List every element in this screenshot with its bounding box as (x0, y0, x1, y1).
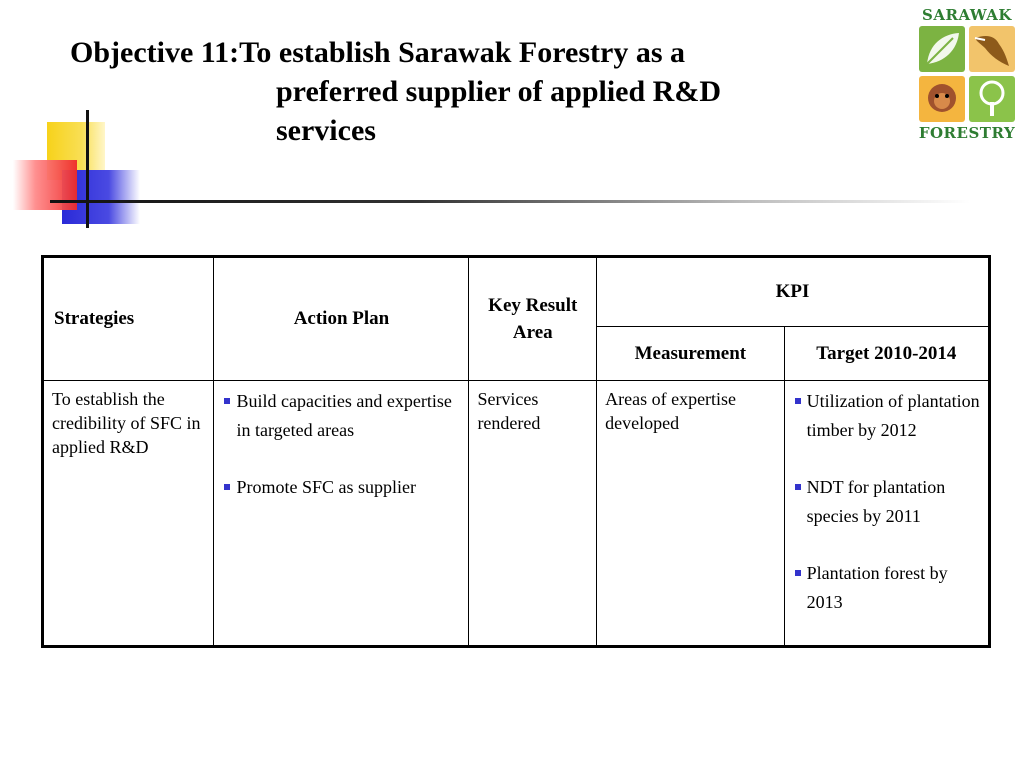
title-line-3: services (276, 114, 376, 147)
decor-horizontal-rule (50, 200, 970, 203)
action-plan-item: Build capacities and expertise in targeted areas (222, 387, 460, 445)
table-row (43, 381, 990, 647)
table-header-row (43, 257, 990, 327)
logo-bottom-text: FORESTRY (918, 124, 1016, 142)
title-line-1: To establish Sarawak Forestry as a (239, 36, 685, 69)
header-target: Target 2010-2014 (784, 327, 989, 381)
target-list (793, 387, 980, 617)
header-action-plan: Action Plan (214, 257, 469, 381)
header-key-result-area: Key Result Area (469, 257, 597, 381)
header-kpi: KPI (597, 257, 990, 327)
cell-targets (784, 381, 989, 647)
slide-title (70, 33, 830, 150)
sarawak-forestry-logo (913, 6, 1021, 144)
orangutan-icon (919, 76, 965, 122)
hornbill-icon (969, 26, 1015, 72)
tree-icon (969, 76, 1015, 122)
measurement-text: Areas of expertise developed (605, 389, 737, 433)
cell-measurement (597, 381, 785, 647)
action-plan-item: Promote SFC as supplier (222, 473, 460, 502)
key-result-area-text: Services rendered (477, 389, 541, 433)
header-measurement: Measurement (597, 327, 785, 381)
cell-strategy (43, 381, 214, 647)
strategy-text: To establish the credibility of SFC in applied R&D (52, 389, 201, 457)
action-plan-list (222, 387, 460, 502)
target-item: Utilization of plantation timber by 2012 (793, 387, 980, 445)
leaf-icon (919, 26, 965, 72)
cell-key-result-area (469, 381, 597, 647)
header-strategies: Strategies (43, 257, 214, 381)
logo-top-text: SARAWAK (922, 6, 1012, 24)
logo-icon-grid (913, 26, 1021, 122)
title-line-2: preferred supplier of applied R&D (276, 75, 722, 108)
target-item: Plantation forest by 2013 (793, 559, 980, 617)
title-objective-label: Objective 11: (70, 36, 240, 69)
cell-action-plan (214, 381, 469, 647)
target-item: NDT for plantation species by 2011 (793, 473, 980, 531)
objective-kpi-table (41, 255, 991, 648)
